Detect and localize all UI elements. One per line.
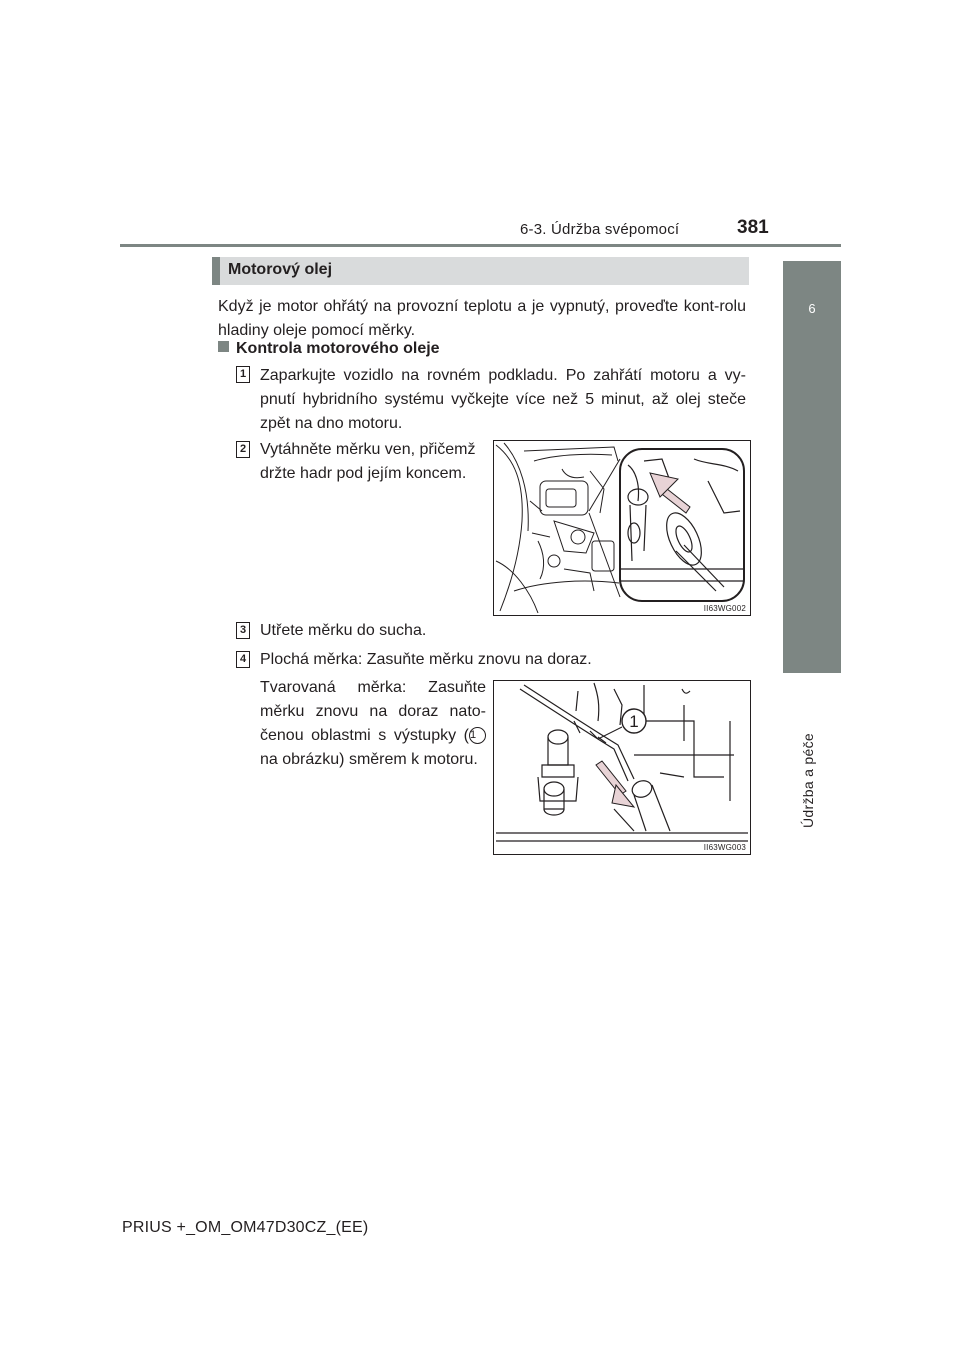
step-2-text: Vytáhněte měrku ven, přičemž držte hadr pod jejím koncem.	[260, 441, 476, 482]
step-4-text-after: na obrázku) směrem k motoru.	[260, 751, 478, 768]
chapter-title: Údržba a péče	[800, 733, 816, 829]
page-number: 381	[737, 217, 769, 238]
square-bullet-icon	[218, 341, 229, 352]
subsection-title: Kontrola motorového oleje	[236, 340, 440, 357]
figure-dipstick-insertion	[493, 680, 751, 855]
section-title: Motorový olej	[228, 261, 333, 278]
figure-callout-1: 1	[629, 712, 639, 731]
callout-marker: 1	[469, 727, 486, 744]
step-4-shaped-dipstick-text	[260, 676, 486, 772]
subsection-heading	[218, 340, 440, 358]
engine-bay-illustration	[494, 441, 750, 615]
intro-paragraph: Když je motor ohřátý na provozní teplotu a je vypnutý, proveďte kont-rolu hladiny oleje pomocí měrky.	[218, 298, 746, 339]
step-number-3: 3	[236, 622, 250, 639]
dipstick-insertion-illustration	[494, 681, 750, 854]
figure-code: II63WG003	[703, 843, 746, 852]
step-4-text: Plochá měrka: Zasuňte měrku znovu na doraz.	[260, 651, 592, 668]
figure-code: II63WG002	[703, 604, 746, 613]
section-heading-stripe	[212, 257, 220, 285]
chapter-number: 6	[808, 301, 816, 316]
running-header-section: 6-3. Údržba svépomocí	[520, 221, 680, 238]
chapter-title-tab	[783, 688, 841, 874]
figure-dipstick-removal	[493, 440, 751, 616]
chapter-tab	[783, 261, 841, 673]
step-number-1: 1	[236, 366, 250, 383]
step-1-text: Zaparkujte vozidlo na rovném podkladu. Po zahřátí motoru a vy-pnutí hybridního systému vyčkejte více než 5 minut, až olej steče zpět na dno motoru.	[260, 367, 746, 432]
step-4-text-before: Tvarovaná měrka: Zasuňte měrku znovu na doraz nato-čenou oblastmi s výstupky (	[260, 679, 486, 744]
step-number-4: 4	[236, 651, 250, 668]
header-rule	[120, 244, 841, 247]
section-heading-bar	[212, 257, 749, 285]
step-number-2: 2	[236, 441, 250, 458]
document-footer: PRIUS +_OM_OM47D30CZ_(EE)	[122, 1219, 369, 1236]
step-3-text: Utřete měrku do sucha.	[260, 622, 427, 639]
